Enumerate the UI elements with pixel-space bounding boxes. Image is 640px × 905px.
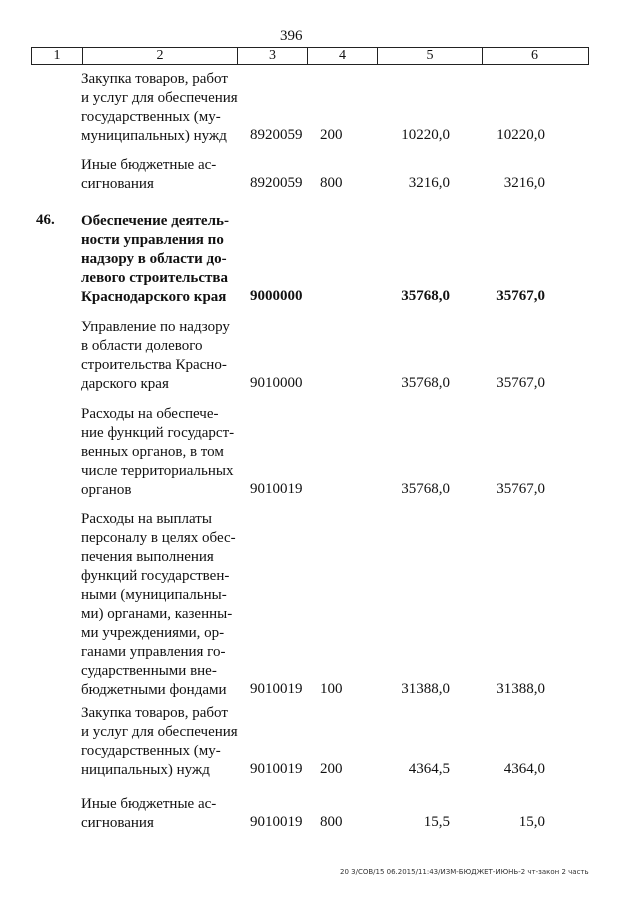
description-line: ганами управления го- [81,644,226,660]
description-line: муниципальных) нужд [81,128,227,144]
description-line: ми) органами, казенны- [81,606,233,622]
row-expense-type: 200 [320,761,343,777]
header-col-4: 4 [307,48,377,64]
row-expense-type: 100 [320,681,343,697]
row-description [81,704,241,780]
row-sum-col6: 35767,0 [496,288,545,304]
row-expense-type: 800 [320,175,343,191]
description-line: Обеспечение деятель- [81,213,229,229]
row-description [81,795,241,833]
description-line: Иные бюджетные ас- [81,796,217,812]
description-line: надзору в области до- [81,251,227,267]
row-code: 9010019 [250,481,303,497]
header-col-5: 5 [377,48,482,64]
description-line: и услуг для обеспечения [81,724,238,740]
row-sum-col6: 31388,0 [496,681,545,697]
description-line: органов [81,482,132,498]
description-line: Управление по надзору [81,319,230,335]
row-sum-col6: 10220,0 [496,127,545,143]
row-description [81,70,241,146]
row-description [81,510,241,700]
table-header [31,47,589,65]
description-line: Краснодарского края [81,289,227,305]
description-line: числе территориальных [81,463,234,479]
row-sum-col5: 35768,0 [401,481,450,497]
row-sum-col6: 3216,0 [503,175,545,191]
row-code: 9010019 [250,814,303,830]
description-line: ными (муниципальны- [81,587,227,603]
description-line: Расходы на обеспече- [81,406,219,422]
description-line: ми учреждениями, ор- [81,625,225,641]
row-expense-type: 200 [320,127,343,143]
header-col-3: 3 [237,48,307,64]
row-sum-col6: 4364,0 [503,761,545,777]
description-line: государственных (му- [81,743,221,759]
row-description [81,212,241,307]
header-col-1: 1 [53,48,61,63]
row-code: 8920059 [250,175,303,191]
row-description [81,156,241,194]
description-line: Закупка товаров, работ [81,71,228,87]
row-sum-col5: 15,5 [423,814,450,830]
description-line: бюджетными фондами [81,682,227,698]
description-line: Закупка товаров, работ [81,705,228,721]
row-code: 8920059 [250,127,303,143]
description-line: государственных (му- [81,109,221,125]
description-line: и услуг для обеспечения [81,90,238,106]
description-line: сигнования [81,815,154,831]
row-code: 9000000 [250,288,303,304]
row-code: 9010019 [250,681,303,697]
row-sum-col6: 15,0 [518,814,545,830]
description-line: Расходы на выплаты [81,511,212,527]
row-sum-col5: 3216,0 [408,175,450,191]
footer-note: 20 3/СОВ/15 06.2015/11:43/ИЗМ-БЮДЖЕТ-ИЮНЬ-2 чт-закон 2 часть [340,868,589,876]
description-line: Иные бюджетные ас- [81,157,217,173]
description-line: сигнования [81,176,154,192]
page-number: 396 [280,28,303,44]
description-line: сударственными вне- [81,663,217,679]
row-sum-col6: 35767,0 [496,481,545,497]
row-sum-col5: 35768,0 [401,288,450,304]
row-sum-col5: 35768,0 [401,375,450,391]
header-col-2: 2 [82,48,237,64]
row-sum-col6: 35767,0 [496,375,545,391]
row-sum-col5: 31388,0 [401,681,450,697]
description-line: левого строительства [81,270,228,286]
description-line: строительства Красно- [81,357,227,373]
row-sum-col5: 10220,0 [401,127,450,143]
row-code: 9010019 [250,761,303,777]
row-number: 46. [36,212,55,228]
row-description [81,405,241,500]
description-line: функций государствен- [81,568,230,584]
description-line: печения выполнения [81,549,214,565]
row-expense-type: 800 [320,814,343,830]
description-line: ние функций государст- [81,425,235,441]
row-description [81,318,241,394]
description-line: ности управления по [81,232,224,248]
description-line: в области долевого [81,338,203,354]
description-line: венных органов, в том [81,444,224,460]
description-line: дарского края [81,376,169,392]
row-sum-col5: 4364,5 [408,761,450,777]
description-line: персоналу в целях обес- [81,530,236,546]
description-line: ниципальных) нужд [81,762,210,778]
row-code: 9010000 [250,375,303,391]
header-col-6: 6 [482,48,586,64]
